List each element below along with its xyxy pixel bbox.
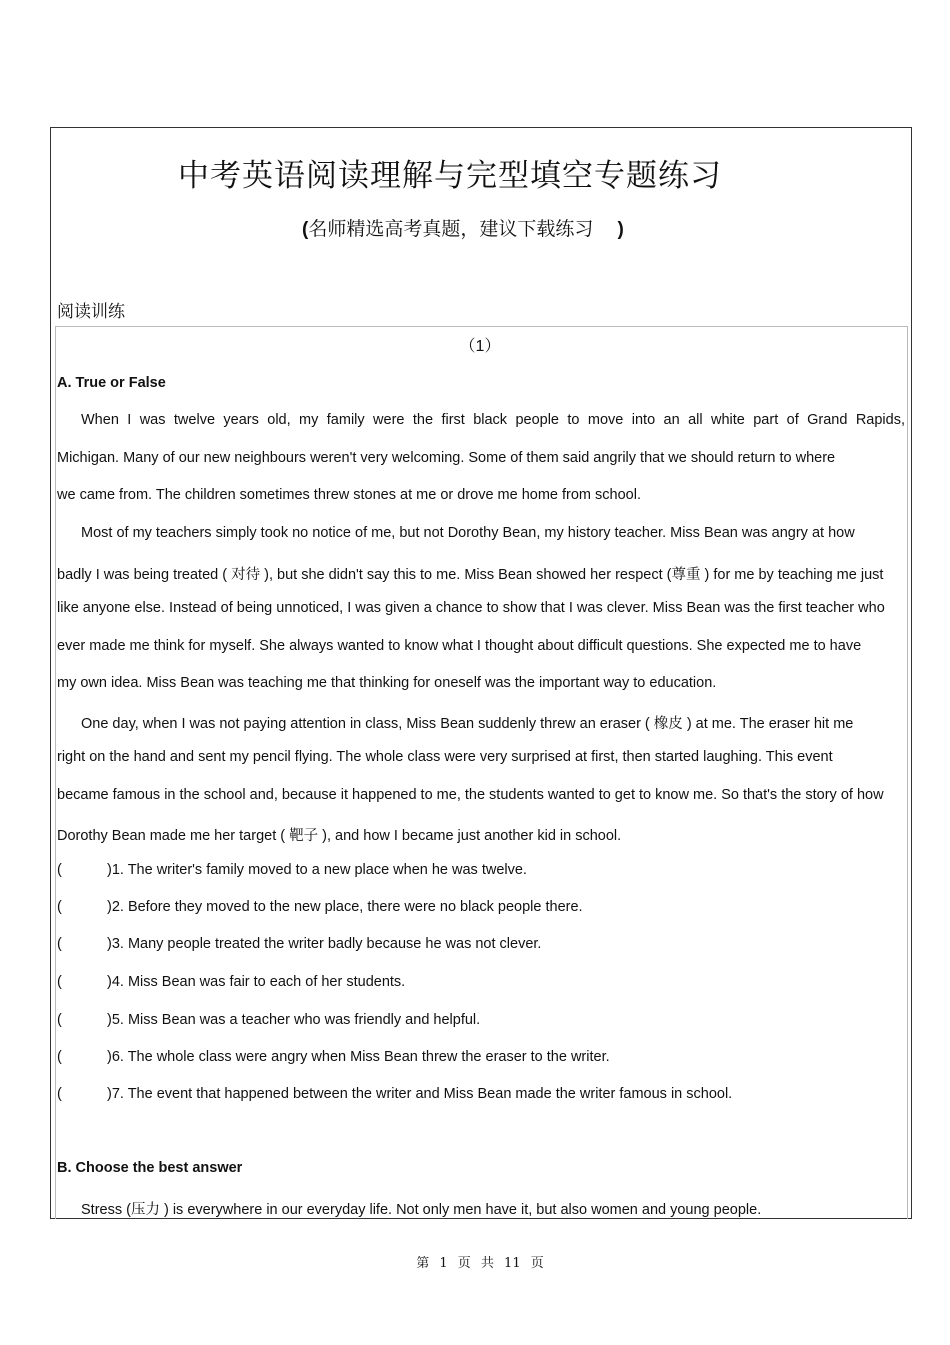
question-1: ( )1. The writer's family moved to a new place when he was twelve. [57,862,527,878]
question-5: ( )5. Miss Bean was a teacher who was friendly and helpful. [57,1012,481,1028]
question-6: ( )6. The whole class were angry when Miss Bean threw the eraser to the writer. [57,1049,610,1065]
paragraph-line: Most of my teachers simply took no notice of me, but not Dorothy Bean, my history teacher. Miss Bean was angry at how [81,525,855,541]
paragraph-line: badly I was being treated ( 对待 ), but she didn't say this to me. Miss Bean showed her respect (尊重 ) for me by teaching me just [57,567,884,583]
paragraph-line: my own idea. Miss Bean was teaching me that thinking for oneself was the important way to education. [57,675,717,691]
paragraph-line: right on the hand and sent my pencil flying. The whole class were very surprised at first, then started laughing. This event [57,749,833,765]
paragraph-line: like anyone else. Instead of being unnoticed, I was given a chance to show that I was clever. Miss Bean was the first teacher who [57,600,885,616]
paragraph-line: we came from. The children sometimes threw stones at me or drove me home from school. [57,487,641,503]
question-2: ( )2. Before they moved to the new place, there were no black people there. [57,899,583,915]
paragraph-line: became famous in the school and, because it happened to me, the students wanted to get to know me. So that's the story of how [57,787,884,803]
answer-blank[interactable]: ( [57,1012,62,1028]
passage-number: （1） [459,338,501,355]
answer-blank[interactable]: ( [57,1086,62,1102]
section-label: 阅读训练 [57,302,125,322]
question-7: ( )7. The event that happened between the writer and Miss Bean made the writer famous in school. [57,1086,733,1102]
answer-blank[interactable]: ( [57,974,62,990]
page-subtitle: (名师精选高考真题，建议下载练习 ) [302,218,624,240]
question-3: ( )3. Many people treated the writer badly because he was not clever. [57,936,542,952]
part-b-heading: B. Choose the best answer [57,1160,243,1176]
answer-blank[interactable]: ( [57,936,62,952]
paragraph-line: One day, when I was not paying attention in class, Miss Bean suddenly threw an eraser ( 橡皮 ) at me. The eraser hit me [81,716,854,732]
answer-blank[interactable]: ( [57,1049,62,1065]
paragraph-line: ever made me think for myself. She always wanted to know what I thought about difficult questions. She expected me to have [57,638,862,654]
page-footer: 第 1 页 共 11 页 [416,1256,544,1271]
page-title: 中考英语阅读理解与完型填空专题练习 [178,158,722,194]
question-4: ( )4. Miss Bean was fair to each of her students. [57,974,406,990]
answer-blank[interactable]: ( [57,862,62,878]
part-a-heading: A. True or False [57,375,166,391]
paragraph-line: Stress (压力 ) is everywhere in our everyday life. Not only men have it, but also women and young people. [81,1202,762,1218]
paragraph-line: Michigan. Many of our new neighbours weren't very welcoming. Some of them said angrily that we should return to where [57,450,836,466]
answer-blank[interactable]: ( [57,899,62,915]
paragraph-line: Dorothy Bean made me her target ( 靶子 ), and how I became just another kid in school. [57,828,622,844]
paragraph-line: When I was twelve years old, my family were the first black people to move into an all white part of Grand Rapids, [81,412,905,428]
